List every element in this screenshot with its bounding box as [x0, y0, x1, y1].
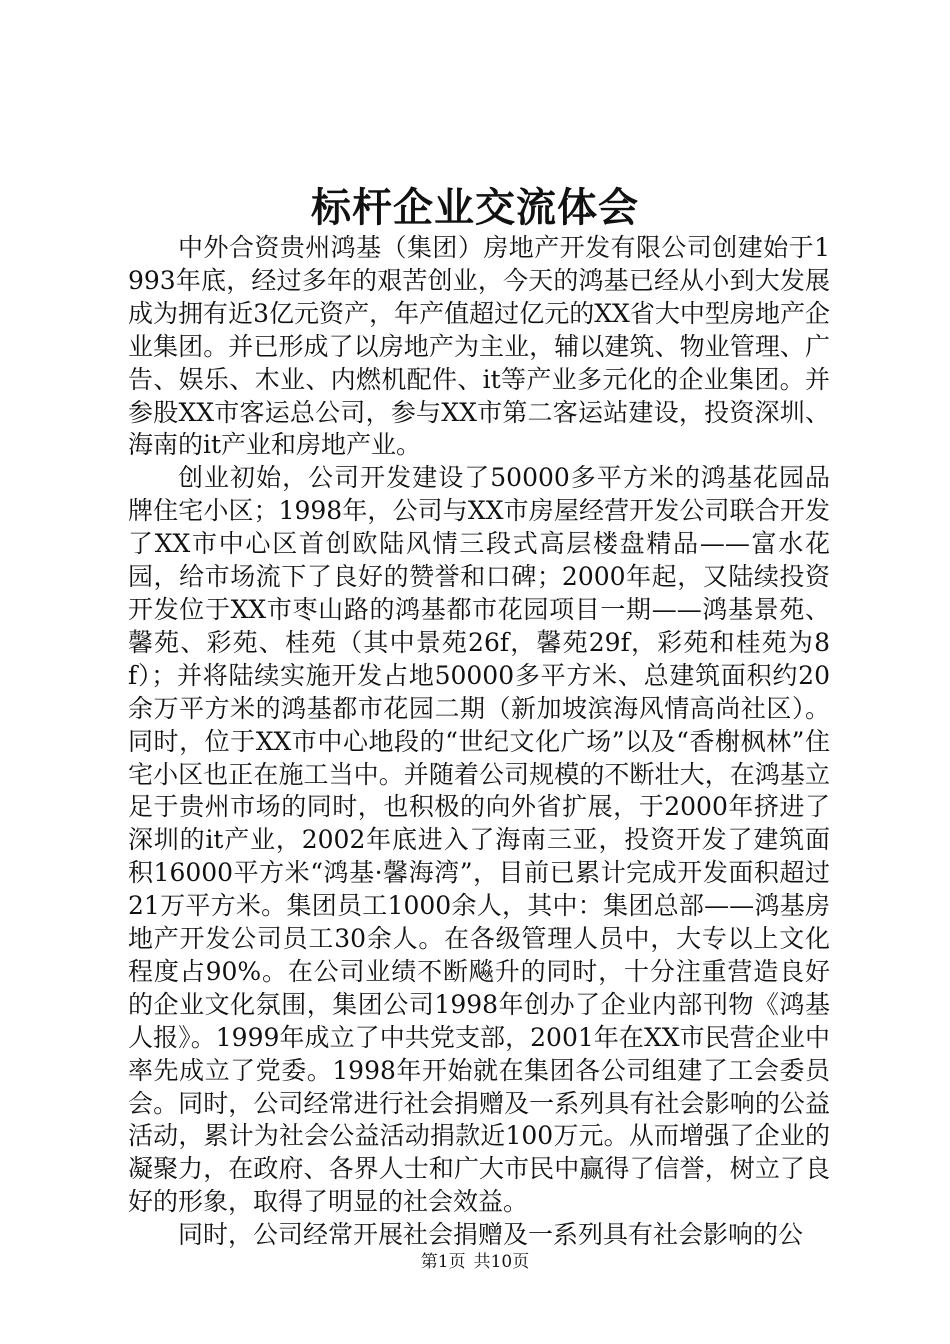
paragraph-2: 创业初始，公司开发建设了50000多平方米的鸿基花园品牌住宅小区；1998年，公司与XX市房屋经营开发公司联合开发了XX市中心区首创欧陆风情三段式高层楼盘精品——富水花园，给市场流下了良好的赞誉和口碑；2000年起，又陆续投资开发位于XX市枣山路的鸿基都市花园项目一期——鸿基景苑、馨苑、彩苑、桂苑（其中景苑26f，馨苑29f，彩苑和桂苑为8f）；并将陆续实施开发占地50000多平方米、总建筑面积约20余万平方米的鸿基都市花园二期（新加坡滨海风情高尚社区）。同时，位于XX市中心地段的“世纪文化广场”以及“香榭枫林”住宅小区也正在施工当中。并随着公司规模的不断壮大，在鸿基立足于贵州市场的同时，也积极的向外省扩展，于2000年挤进了深圳的it产业，2002年底进入了海南三亚，投资开发了建筑面积16000平方米“鸿基·馨海湾”，目前已累计完成开发面积超过21万平方米。集团员工1000余人，其中：集团总部——鸿基房地产开发公司员工30余人。在各级管理人员中，大专以上文化程度占90%。在公司业绩不断飚升的同时，十分注重营造良好的企业文化氛围，集团公司1998年创办了企业内部刊物《鸿基人报》。1999年成立了中共党支部，2001年在XX市民营企业中率先成立了党委。1998年开始就在集团各公司组建了工会委员会。同时，公司经常进行社会捐赠及一系列具有社会影响的公益活动，累计为社会公益活动捐款近100万元。从而增强了企业的凝聚力，在政府、各界人士和广大市民中赢得了信誉，树立了良好的形象，取得了明显的社会效益。 — [128, 463, 830, 1217]
paragraph-1: 中外合资贵州鸿基（集团）房地产开发有限公司创建始于1993年底，经过多年的艰苦创业，今天的鸿基已经从小到大发展成为拥有近3亿元资产，年产值超过亿元的XX省大中型房地产企业集团。并已形成了以房地产为主业，辅以建筑、物业管理、广告、娱乐、木业、内燃机配件、it等产业多元化的企业集团。并参股XX市客运总公司，参与XX市第二客运站建设，投资深圳、海南的it产业和房地产业。 — [128, 233, 830, 460]
document-title: 标杆企业交流体会 — [311, 184, 639, 231]
page-footer — [0, 1250, 950, 1274]
page-count: 共10页 — [473, 1252, 530, 1272]
page-number: 第1页 — [420, 1252, 466, 1272]
paragraph-3: 同时，公司经常开展社会捐赠及一系列具有社会影响的公 — [178, 1220, 804, 1250]
document-body — [128, 232, 830, 1252]
